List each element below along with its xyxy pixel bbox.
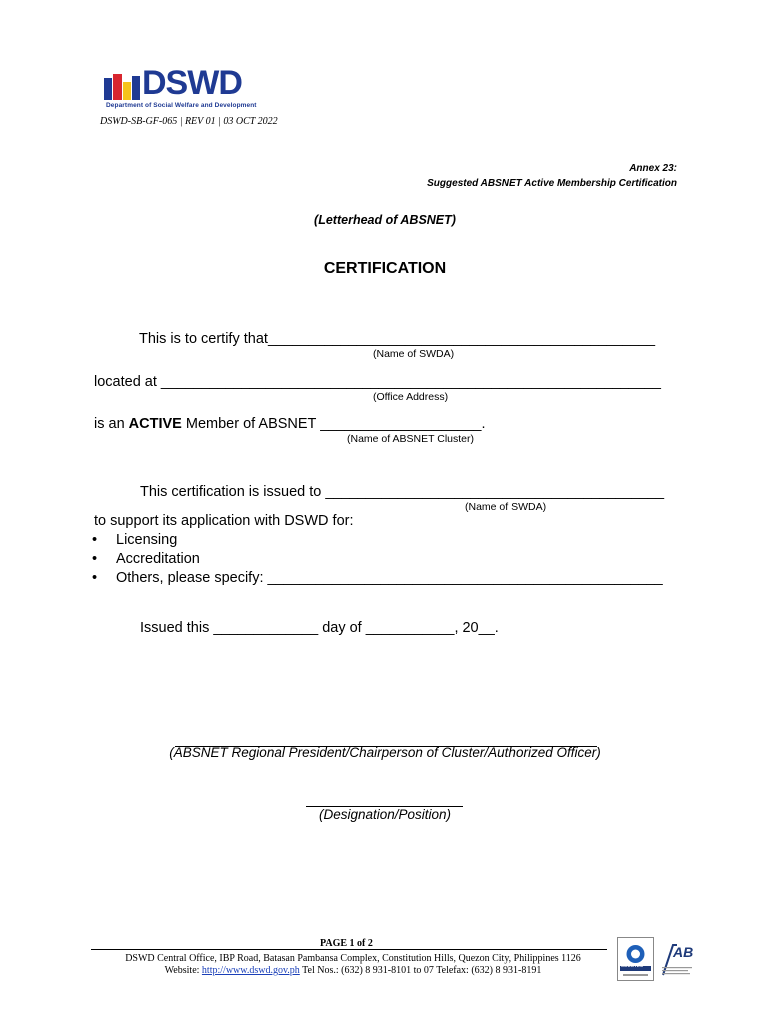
bullet-dot-icon: • xyxy=(92,532,98,548)
dswd-emblem-icon xyxy=(104,74,140,100)
socotec-label: SOCOTEC xyxy=(621,963,644,968)
caption-absnet-cluster: (Name of ABSNET Cluster) xyxy=(347,433,475,445)
support-text: to support its application with DSWD for: xyxy=(94,513,354,529)
issued-to-line xyxy=(140,484,664,500)
office-address-field[interactable]: ______________________________________________________________ xyxy=(160,374,661,390)
bullet-item xyxy=(92,551,200,567)
document-code: DSWD-SB-GF-065 | REV 01 | 03 OCT 2022 xyxy=(100,116,278,127)
caption-swda-name: (Name of SWDA) xyxy=(373,348,455,360)
website-label: Website: xyxy=(164,965,202,976)
certify-prefix: This is to certify that xyxy=(139,331,268,347)
absnet-cluster-field[interactable]: ____________________. xyxy=(320,416,486,432)
active-member-line xyxy=(94,416,486,432)
located-prefix: located at xyxy=(94,374,161,390)
active-suffix: Member of ABSNET xyxy=(181,416,321,432)
annex-heading xyxy=(427,161,677,191)
certification-logos xyxy=(617,937,695,981)
logo-subtext: Department of Social Welfare and Development xyxy=(106,102,257,109)
caption-office-address: (Office Address) xyxy=(373,391,449,403)
issued-to-field[interactable]: __________________________________________ xyxy=(325,484,665,500)
page-number: PAGE 1 of 2 xyxy=(320,938,373,949)
designation-caption: (Designation/Position) xyxy=(318,807,452,822)
contact-numbers: Tel Nos.: (632) 8 931-8101 to 07 Telefax: (632) 8 931-8191 xyxy=(299,965,542,976)
footer-address: DSWD Central Office, IBP Road, Batasan Pambansa Complex, Constitution Hills, Quezon City, Philippines 1126 xyxy=(125,953,581,964)
officer-signature-caption: (ABSNET Regional President/Chairperson of Cluster/Authorized Officer) xyxy=(169,745,601,760)
annex-number: Annex 23: xyxy=(629,163,677,174)
issued-to-prefix: This certification is issued to xyxy=(140,484,326,500)
caption-swda-name-2: (Name of SWDA) xyxy=(465,501,547,513)
bullet-others-field[interactable]: Others, please specify: _________________________________________________ xyxy=(116,570,663,586)
certify-line xyxy=(139,331,655,347)
swda-name-field[interactable]: ________________________________________________ xyxy=(267,331,656,347)
bullet-accreditation: Accreditation xyxy=(116,551,200,567)
footer-contacts xyxy=(0,965,706,976)
page-title: CERTIFICATION xyxy=(323,260,447,277)
bullet-licensing: Licensing xyxy=(116,532,178,548)
annex-title: Suggested ABSNET Active Membership Certification xyxy=(427,178,677,189)
website-link[interactable]: http://www.dswd.gov.ph xyxy=(201,965,300,976)
active-word: ACTIVE xyxy=(128,416,182,432)
bullet-item xyxy=(92,532,177,548)
located-line xyxy=(94,374,661,390)
bullet-item xyxy=(92,570,663,586)
logo-wordmark: DSWD xyxy=(142,64,242,102)
bullet-dot-icon: • xyxy=(92,551,98,567)
issued-date-line[interactable]: Issued this _____________ day of ___________, 20__. xyxy=(140,620,499,636)
bullet-dot-icon: • xyxy=(92,570,98,586)
ab-logo-label: AB xyxy=(673,944,694,960)
footer-divider xyxy=(91,949,607,950)
letterhead-placeholder: (Letterhead of ABSNET) xyxy=(314,213,456,227)
dswd-logo xyxy=(104,64,260,112)
active-prefix: is an xyxy=(94,416,129,432)
